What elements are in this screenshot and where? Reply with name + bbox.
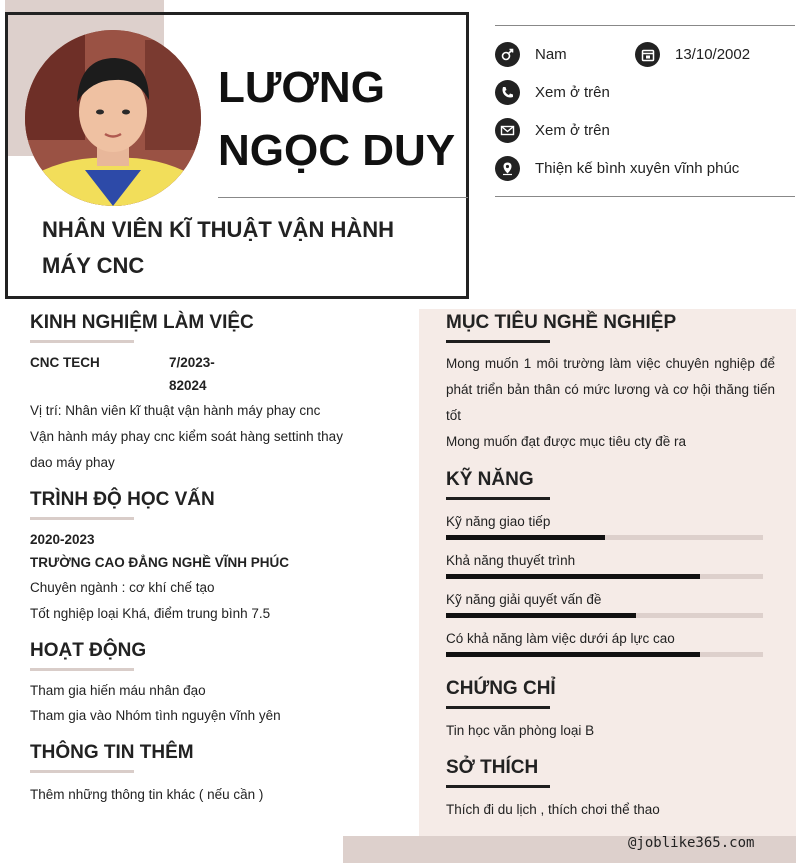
contact-phone bbox=[495, 80, 610, 105]
activities-title: HOẠT ĐỘNG bbox=[30, 640, 147, 661]
phone-value: Xem ở trên bbox=[535, 84, 610, 101]
phone-icon bbox=[495, 80, 520, 105]
skill-label: Kỹ năng giải quyết vấn đề bbox=[446, 592, 602, 607]
calendar-icon bbox=[635, 42, 660, 67]
objective-para-2: Mong muốn đạt được mục tiêu cty đề ra bbox=[446, 434, 687, 449]
name-line-1: LƯƠNG bbox=[218, 63, 385, 112]
objective-underline bbox=[446, 340, 550, 343]
portrait-illustration bbox=[25, 30, 201, 206]
skill-label: Có khả năng làm việc dưới áp lực cao bbox=[446, 631, 675, 646]
email-value: Xem ở trên bbox=[535, 122, 610, 139]
certificates-underline bbox=[446, 706, 550, 709]
more-info-underline bbox=[30, 770, 134, 773]
experience-desc-line-2: dao máy phay bbox=[30, 455, 115, 470]
location-pin-icon bbox=[495, 156, 520, 181]
activities-underline bbox=[30, 668, 134, 671]
more-info-text: Thêm những thông tin khác ( nếu cần ) bbox=[30, 787, 264, 802]
gender-icon bbox=[495, 42, 520, 67]
certificates-title: CHỨNG CHỈ bbox=[446, 678, 556, 699]
skill-bar bbox=[446, 535, 763, 540]
education-title: TRÌNH ĐỘ HỌC VẤN bbox=[30, 489, 215, 510]
objective-title: MỤC TIÊU NGHỀ NGHIỆP bbox=[446, 312, 677, 333]
skill-bar-fill bbox=[446, 652, 700, 657]
contact-address bbox=[495, 156, 739, 181]
contact-birthday bbox=[635, 42, 750, 67]
hobbies-text: Thích đi du lịch , thích chơi thể thao bbox=[446, 802, 660, 817]
education-school: TRƯỜNG CAO ĐẲNG NGHỀ VĨNH PHÚC bbox=[30, 555, 289, 570]
education-grade: Tốt nghiệp loại Khá, điểm trung bình 7.5 bbox=[30, 606, 271, 621]
birthday-value: 13/10/2002 bbox=[675, 46, 751, 63]
skill-bar-fill bbox=[446, 613, 636, 618]
activity-item: Tham gia vào Nhóm tình nguyện vĩnh yên bbox=[30, 708, 281, 723]
skill-bar bbox=[446, 652, 763, 657]
education-period: 2020-2023 bbox=[30, 532, 95, 547]
activity-item: Tham gia hiến máu nhân đạo bbox=[30, 683, 206, 698]
contact-divider-top bbox=[495, 25, 795, 26]
more-info-title: THÔNG TIN THÊM bbox=[30, 742, 194, 763]
experience-desc-line-1: Vận hành máy phay cnc kiểm soát hàng settinh thay bbox=[30, 429, 343, 444]
hobbies-underline bbox=[446, 785, 550, 788]
email-icon bbox=[495, 118, 520, 143]
experience-underline bbox=[30, 340, 134, 343]
skill-bar bbox=[446, 574, 763, 579]
experience-period-end: 82024 bbox=[169, 378, 207, 393]
skills-title: KỸ NĂNG bbox=[446, 469, 534, 490]
job-title bbox=[42, 212, 442, 284]
skill-bar bbox=[446, 613, 763, 618]
name-line-2: NGỌC DUY bbox=[218, 126, 456, 175]
job-title-line-1: NHÂN VIÊN KĨ THUẬT VẬN HÀNH bbox=[42, 217, 394, 242]
skills-underline bbox=[446, 497, 550, 500]
avatar bbox=[25, 30, 201, 206]
skill-bar-fill bbox=[446, 574, 700, 579]
watermark: @joblike365.com bbox=[628, 835, 755, 851]
address-value: Thiện kế bình xuyên vĩnh phúc bbox=[535, 160, 740, 177]
experience-period-start: 7/2023- bbox=[169, 355, 215, 370]
job-title-line-2: MÁY CNC bbox=[42, 253, 145, 278]
experience-company: CNC TECH bbox=[30, 355, 100, 370]
gender-value: Nam bbox=[535, 46, 567, 63]
hobbies-title: SỞ THÍCH bbox=[446, 757, 539, 778]
objective-para-1: Mong muốn 1 môi trường làm việc chuyên nghiệp để phát triển bản thân có mức lương và cơ hội thăng tiến tốt bbox=[446, 356, 775, 423]
experience-position: Vị trí: Nhân viên kĩ thuật vận hành máy phay cnc bbox=[30, 403, 321, 418]
full-name bbox=[218, 56, 458, 182]
certificate-item: Tin học văn phòng loại B bbox=[446, 723, 595, 738]
contact-gender bbox=[495, 42, 567, 67]
education-major: Chuyên ngành : cơ khí chế tạo bbox=[30, 580, 215, 595]
name-divider bbox=[218, 197, 468, 198]
skill-label: Kỹ năng giao tiếp bbox=[446, 514, 551, 529]
skill-bar-fill bbox=[446, 535, 605, 540]
contact-email bbox=[495, 118, 610, 143]
education-underline bbox=[30, 517, 134, 520]
experience-title: KINH NGHIỆM LÀM VIỆC bbox=[30, 312, 254, 333]
contact-divider-bottom bbox=[495, 196, 795, 197]
skill-label: Khả năng thuyết trình bbox=[446, 553, 576, 568]
